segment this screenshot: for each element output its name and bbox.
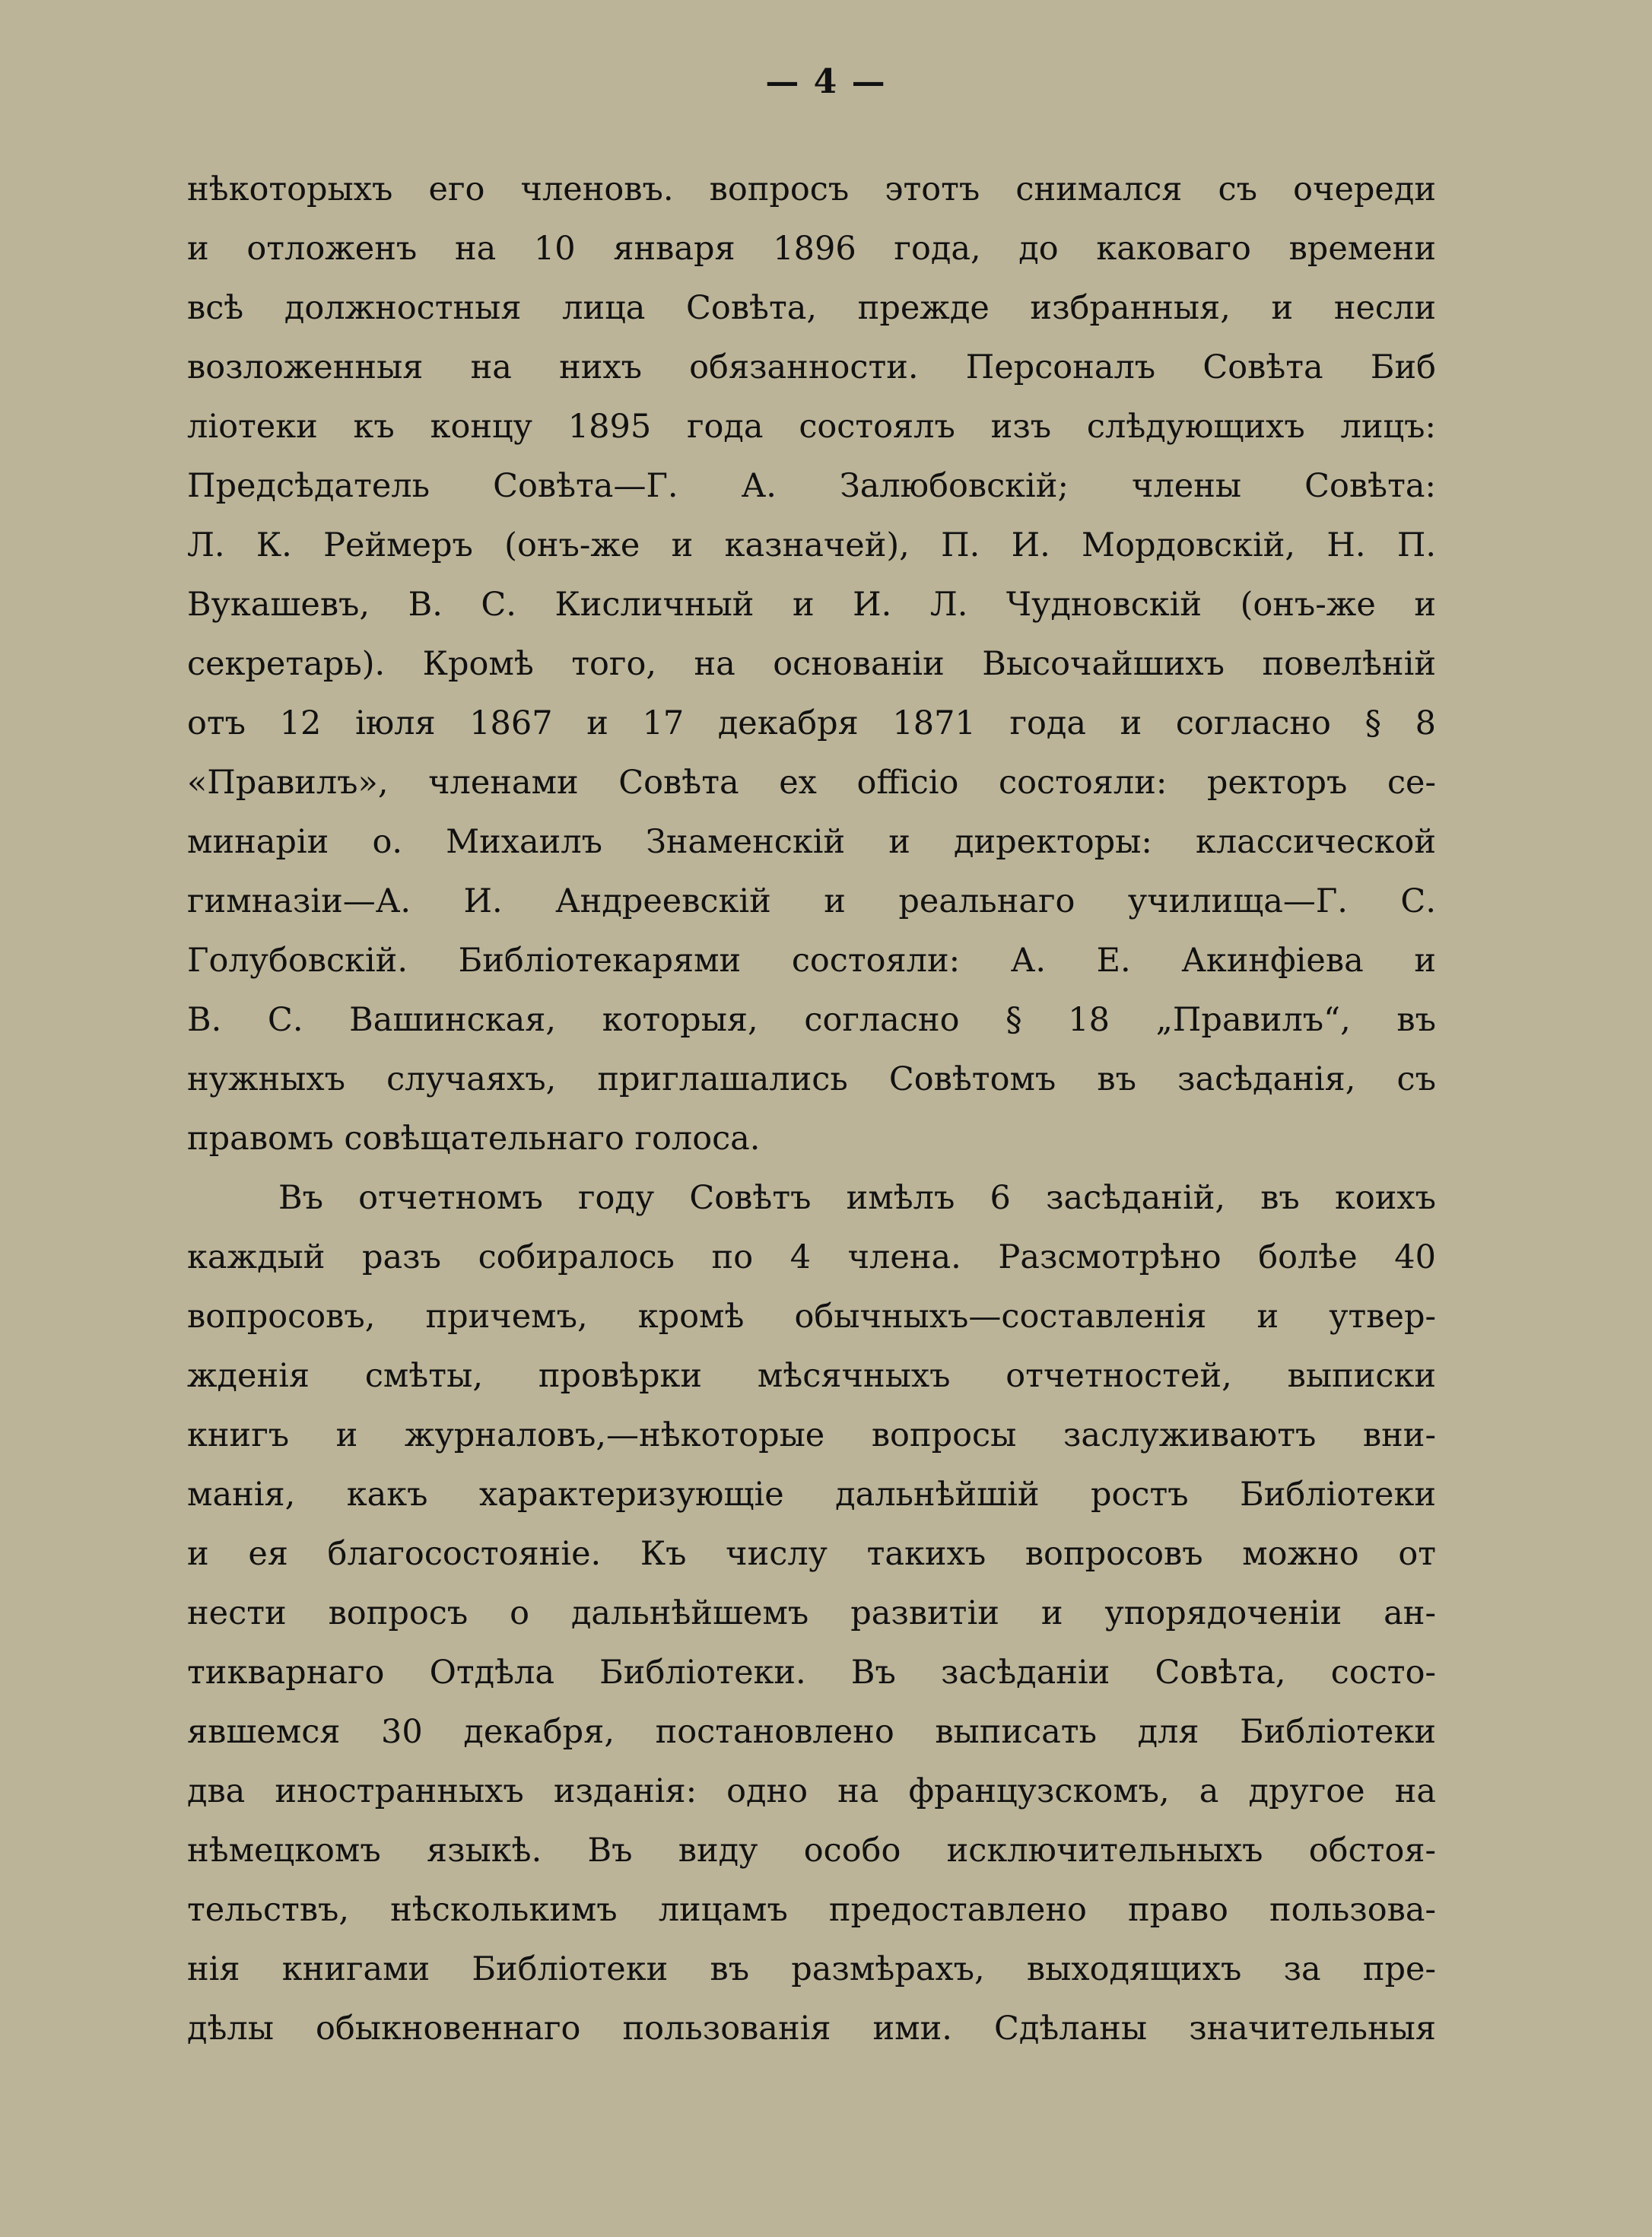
text-line: Вукашевъ, В. С. Кисличный и И. Л. Чудновскій (онъ-же и bbox=[187, 586, 1436, 624]
paragraph-1 bbox=[187, 160, 1436, 1168]
text-line: нѣкоторыхъ его членовъ. вопросъ этотъ снимался съ очереди bbox=[187, 170, 1436, 208]
text-line: правомъ совѣщательнаго голоса. bbox=[187, 1120, 761, 1158]
text-line: два иностранныхъ изданія: одно на французскомъ, а другое на bbox=[187, 1772, 1436, 1810]
text-line: нія книгами Библіотеки въ размѣрахъ, выходящихъ за пре- bbox=[187, 1950, 1436, 1988]
text-line: минаріи о. Михаилъ Знаменскій и директоры: классической bbox=[187, 823, 1436, 861]
text-line: нести вопросъ о дальнѣйшемъ развитіи и упорядоченіи ан- bbox=[187, 1594, 1436, 1632]
text-line: секретарь). Кромѣ того, на основаніи Высочайшихъ повелѣній bbox=[187, 645, 1436, 683]
text-body bbox=[187, 160, 1436, 2058]
text-line: гимназіи—А. И. Андреевскій и реальнаго училища—Г. С. bbox=[187, 882, 1436, 920]
text-line: отъ 12 іюля 1867 и 17 декабря 1871 года и согласно § 8 bbox=[187, 704, 1436, 742]
text-line: дѣлы обыкновеннаго пользованія ими. Сдѣланы значительныя bbox=[187, 2010, 1436, 2048]
text-line: возложенныя на нихъ обязанности. Персоналъ Совѣта Биб bbox=[187, 348, 1436, 386]
paragraph-2 bbox=[187, 1168, 1436, 2058]
text-line: и ея благосостояніе. Къ числу такихъ вопросовъ можно от bbox=[187, 1535, 1436, 1573]
text-line: Предсѣдатель Совѣта—Г. А. Залюбовскій; члены Совѣта: bbox=[187, 467, 1436, 505]
text-line: нѣмецкомъ языкѣ. Въ виду особо исключительныхъ обстоя- bbox=[187, 1832, 1436, 1870]
text-line: жденія смѣты, провѣрки мѣсячныхъ отчетностей, выписки bbox=[187, 1357, 1436, 1395]
text-line: и отложенъ на 10 января 1896 года, до каковаго времени bbox=[187, 230, 1436, 268]
text-line: Голубовскій. Библіотекарями состояли: А. Е. Акинфіева и bbox=[187, 942, 1436, 980]
text-line: нужныхъ случаяхъ, приглашались Совѣтомъ въ засѣданія, съ bbox=[187, 1060, 1436, 1098]
text-line: Л. К. Реймеръ (онъ-же и казначей), П. И. Мордовскій, Н. П. bbox=[187, 526, 1436, 564]
text-line: вопросовъ, причемъ, кромѣ обычныхъ—составленія и утвер- bbox=[187, 1298, 1436, 1336]
text-line: тикварнаго Отдѣла Библіотеки. Въ засѣданіи Совѣта, состо- bbox=[187, 1654, 1436, 1692]
text-line: каждый разъ собиралось по 4 члена. Разсмотрѣно болѣе 40 bbox=[187, 1238, 1436, 1276]
text-line: Въ отчетномъ году Совѣтъ имѣлъ 6 засѣданій, въ коихъ bbox=[278, 1179, 1436, 1217]
text-line: явшемся 30 декабря, постановлено выписать для Библіотеки bbox=[187, 1713, 1436, 1751]
text-line: всѣ должностныя лица Совѣта, прежде избранныя, и несли bbox=[187, 289, 1436, 327]
text-line: книгъ и журналовъ,—нѣкоторые вопросы заслуживаютъ вни- bbox=[187, 1416, 1436, 1454]
text-line: В. С. Вашинская, которыя, согласно § 18 „Правилъ“, въ bbox=[187, 1001, 1436, 1039]
text-line: тельствъ, нѣсколькимъ лицамъ предоставлено право пользова- bbox=[187, 1891, 1436, 1929]
text-line: манія, какъ характеризующіе дальнѣйшій ростъ Библіотеки bbox=[187, 1476, 1436, 1514]
text-line: «Правилъ», членами Совѣта ex officio состояли: ректоръ се- bbox=[187, 764, 1436, 802]
page-number: — 4 — bbox=[765, 62, 887, 101]
text-line: ліотеки къ концу 1895 года состоялъ изъ слѣдующихъ лицъ: bbox=[187, 408, 1436, 446]
